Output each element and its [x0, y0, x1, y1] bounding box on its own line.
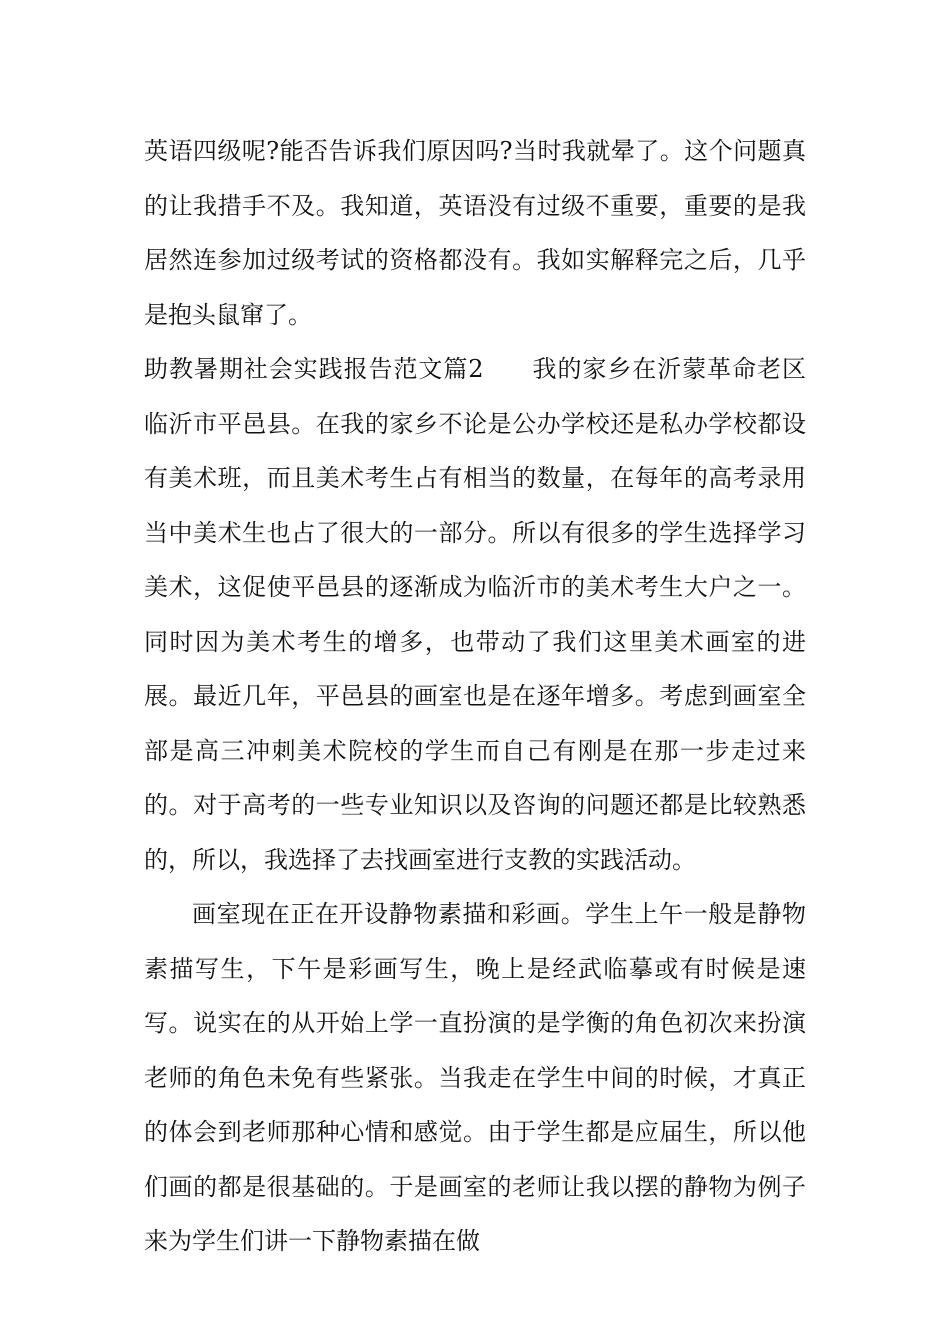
- paragraph-studio: [144, 887, 806, 1269]
- paragraph-text: 我的家乡在沂蒙革命老区临沂市平邑县。在我的家乡不论是公办学校还是私办学校都设有美术班，而且美术考生占有相当的数量，在每年的高考录用当中美术生也占了很大的一部分。所以有很多的学生选择学习美术，这促使平邑县的逐渐成为临沂市的美术考生大户之一。同时因为美术考生的增多，也带动了我们这里美术画室的进展。最近几年，平邑县的画室也是在逐年增多。考虑到画室全部是高三冲刺美术院校的学生而自己有刚是在那一步走过来的。对于高考的一些专业知识以及咨询的问题还都是比较熟悉的，所以，我选择了去找画室进行支教的实践活动。: [144, 355, 806, 874]
- paragraph-text: 画室现在正在开设静物素描和彩画。学生上午一般是静物素描写生，下午是彩画写生，晚上是经武临摹或有时候是速写。说实在的从开始上学一直扮演的是学衡的角色初次来扮演老师的角色未免有些紧张。当我走在学生中间的时候，才真正的体会到老师那种心情和感觉。由于学生都是应届生，所以他们画的都是很基础的。于是画室的老师让我以摆的静物为例子来为学生们讲一下静物素描在做: [144, 900, 806, 1255]
- section-heading: 助教暑期社会实践报告范文篇2: [144, 355, 484, 383]
- paragraph-continued: [144, 124, 806, 342]
- paragraph-text: 英语四级呢?能否告诉我们原因吗?当时我就晕了。这个问题真的让我措手不及。我知道，英语没有过级不重要，重要的是我居然连参加过级考试的资格都没有。我如实解释完之后，几乎是抱头鼠窜了。: [144, 137, 806, 329]
- document-body: [144, 124, 806, 1269]
- paragraph-section-2: [144, 342, 806, 887]
